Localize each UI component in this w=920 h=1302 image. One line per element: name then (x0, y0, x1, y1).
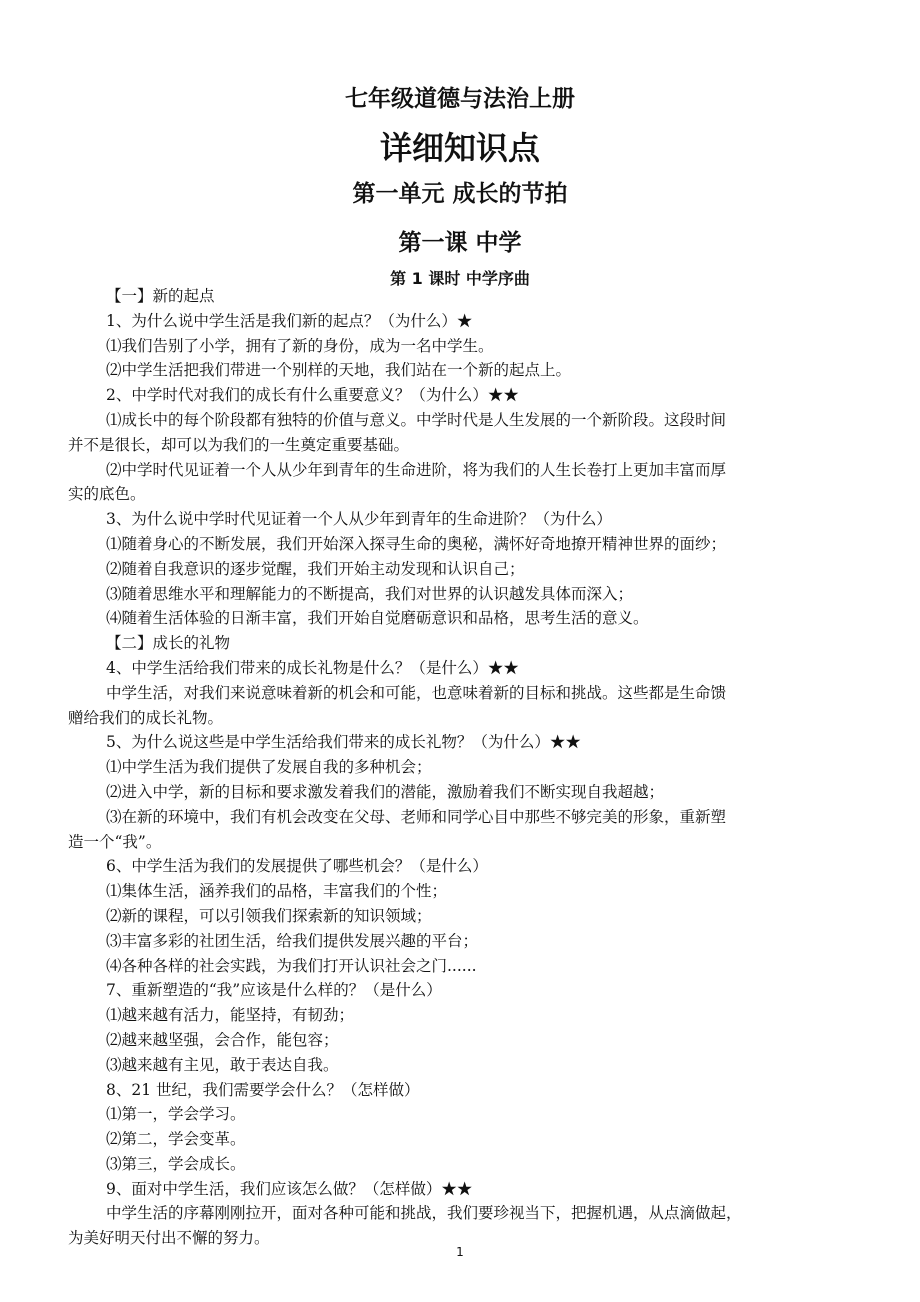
answer-line: ⑴我们告别了小学，拥有了新的身份，成为一名中学生。 (106, 336, 494, 355)
answer-line: ⑵中学时代见证着一个人从少年到青年的生命进阶，将为我们的人生长卷打上更加丰富而厚 (106, 460, 727, 479)
answer-line: 中学生活的序幕刚刚拉开，面对各种可能和挑战，我们要珍视当下，把握机遇，从点滴做起， (106, 1204, 742, 1223)
lesson-heading: 第一课 中学 (398, 230, 522, 256)
answer-line: ⑵第二，学会变革。 (106, 1130, 246, 1149)
answer-line: ⑵中学生活把我们带进一个别样的天地，我们站在一个新的起点上。 (106, 361, 572, 380)
document-body (68, 284, 858, 1251)
page-number: 1 (456, 1245, 464, 1259)
answer-line: ⑶在新的环境中，我们有机会改变在父母、老师和同学心目中那些不够完美的形象，重新塑 (106, 807, 727, 826)
answer-line: ⑴集体生活，涵养我们的品格，丰富我们的个性； (106, 882, 448, 901)
answer-continuation-line: 赠给我们的成长礼物。 (68, 708, 224, 727)
question-line: 2、中学时代对我们的成长有什么重要意义？（为什么）★★ (106, 386, 519, 405)
answer-continuation-line: 并不是很长，却可以为我们的一生奠定重要基础。 (68, 435, 410, 454)
unit-heading: 第一单元 成长的节拍 (352, 181, 568, 207)
answer-line: ⑴第一，学会学习。 (106, 1105, 246, 1124)
question-line: 3、为什么说中学时代见证着一个人从少年到青年的生命进阶？（为什么） (106, 510, 612, 529)
answer-line: ⑶随着思维水平和理解能力的不断提高，我们对世界的认识越发具体而深入； (106, 584, 634, 603)
section-heading: 【一】新的起点 (106, 287, 215, 305)
document-subtitle: 详细知识点 (379, 129, 540, 167)
question-line: 1、为什么说中学生活是我们新的起点？（为什么）★ (106, 311, 473, 330)
period-heading: 第 1 课时 中学序曲 (390, 269, 530, 288)
answer-line: ⑵随着自我意识的逐步觉醒，我们开始主动发现和认识自己； (106, 559, 525, 578)
question-line: 7、重新塑造的“我”应该是什么样的？（是什么） (106, 981, 442, 1000)
question-line: 4、中学生活给我们带来的成长礼物是什么？（是什么）★★ (106, 658, 519, 677)
answer-line: ⑶越来越有主见，敢于表达自我。 (106, 1055, 339, 1074)
answer-line: ⑴越来越有活力，能坚持，有韧劲； (106, 1006, 355, 1025)
answer-line: ⑷各种各样的社会实践，为我们打开认识社会之门...... (106, 956, 477, 975)
question-line: 8、21 世纪，我们需要学会什么？（怎样做） (106, 1080, 420, 1099)
answer-line: ⑶第三，学会成长。 (106, 1154, 246, 1173)
answer-line: ⑵进入中学，新的目标和要求激发着我们的潜能，激励着我们不断实现自我超越； (106, 782, 665, 801)
section-heading: 【二】成长的礼物 (106, 634, 231, 653)
answer-line: 中学生活，对我们来说意味着新的机会和可能，也意味着新的目标和挑战。这些都是生命馈 (106, 683, 727, 702)
answer-continuation-line: 为美好明天付出不懈的努力。 (68, 1229, 270, 1248)
answer-continuation-line: 造一个“我”。 (68, 832, 162, 851)
question-line: 5、为什么说这些是中学生活给我们带来的成长礼物？（为什么）★★ (106, 733, 581, 752)
question-line: 9、面对中学生活，我们应该怎么做？（怎样做）★★ (106, 1179, 473, 1198)
question-line: 6、中学生活为我们的发展提供了哪些机会？（是什么） (106, 857, 488, 876)
answer-line: ⑶丰富多彩的社团生活，给我们提供发展兴趣的平台； (106, 931, 479, 950)
answer-line: ⑴中学生活为我们提供了发展自我的多种机会； (106, 758, 432, 777)
answer-line: ⑵越来越坚强，会合作，能包容； (106, 1030, 339, 1049)
answer-line: ⑷随着生活体验的日渐丰富，我们开始自觉磨砺意识和品格，思考生活的意义。 (106, 609, 649, 628)
document-title: 七年级道德与法治上册 (345, 86, 575, 112)
answer-line: ⑵新的课程，可以引领我们探索新的知识领域； (106, 906, 432, 925)
answer-line: ⑴成长中的每个阶段都有独特的价值与意义。中学时代是人生发展的一个新阶段。这段时间 (106, 410, 727, 429)
answer-continuation-line: 实的底色。 (68, 485, 146, 504)
answer-line: ⑴随着身心的不断发展，我们开始深入探寻生命的奥秘，满怀好奇地撩开精神世界的面纱； (106, 534, 727, 553)
